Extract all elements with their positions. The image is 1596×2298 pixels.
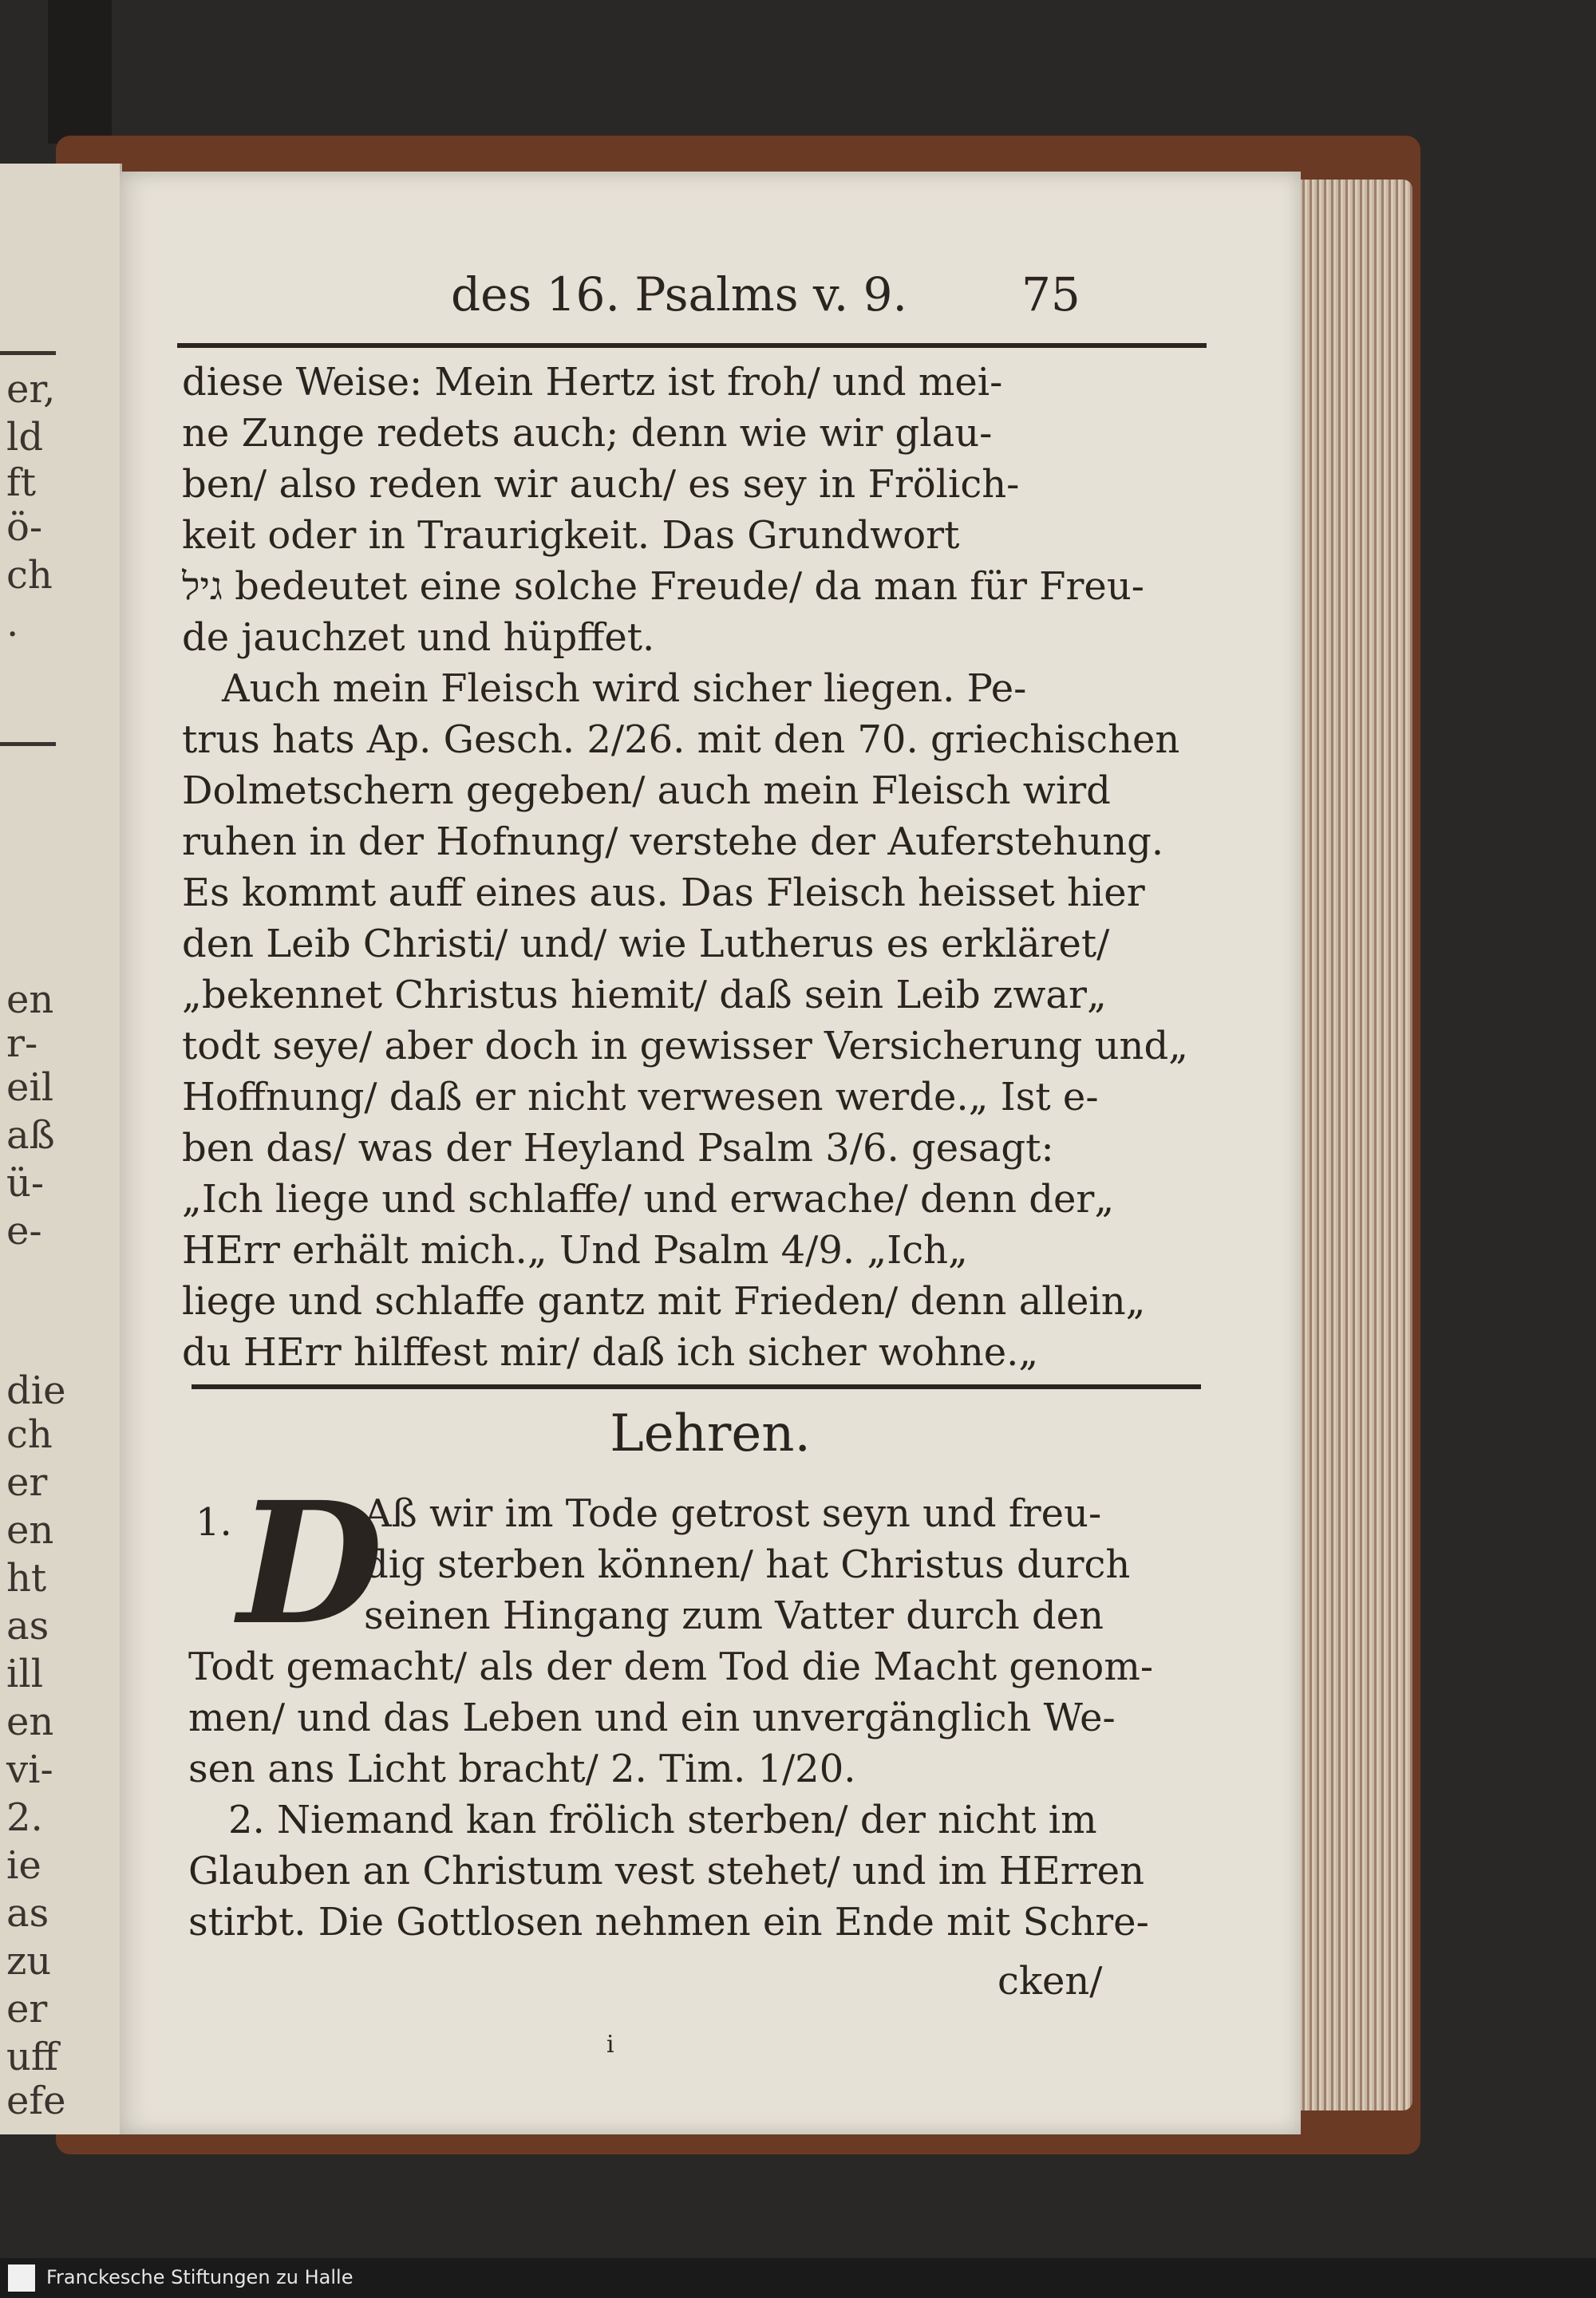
- institution-name: Franckesche Stiftungen zu Halle: [46, 2266, 354, 2288]
- body-line: todt seye/ aber doch in gewisser Versicherung und„: [182, 1024, 1189, 1068]
- left-page-fragment: en: [6, 1700, 54, 1744]
- left-page-fragment: efe: [6, 2079, 66, 2123]
- left-page-fragment: e-: [6, 1209, 42, 1254]
- left-page: [0, 164, 122, 2134]
- left-page-fragment: ld: [6, 415, 44, 460]
- lehren-line: dig sterben können/ hat Christus durch: [364, 1542, 1131, 1587]
- left-page-fragment: er,: [6, 367, 56, 412]
- lehren-line: Glauben an Christum vest stehet/ und im HErren: [188, 1849, 1144, 1893]
- item-number: 1.: [196, 1500, 232, 1545]
- lehren-line: sen ans Licht bracht/ 2. Tim. 1/20.: [188, 1747, 856, 1791]
- left-page-fragment: 2.: [6, 1795, 43, 1840]
- page-number: 75: [1021, 267, 1080, 322]
- body-line: diese Weise: Mein Hertz ist froh/ und mei-: [182, 360, 1003, 405]
- body-line: „bekennet Christus hiemit/ daß sein Leib zwar„: [182, 973, 1107, 1017]
- left-page-fragment: ü-: [6, 1161, 45, 1206]
- left-page-fragment: en: [6, 1508, 54, 1553]
- book-spine: [48, 0, 112, 144]
- left-page-fragment: r-: [6, 1021, 38, 1066]
- left-page-fragment: ie: [6, 1843, 41, 1888]
- left-page-fragment: vi-: [6, 1747, 53, 1792]
- lehren-line: seinen Hingang zum Vatter durch den: [364, 1593, 1104, 1638]
- body-line: den Leib Christi/ und/ wie Lutherus es erkläret/: [182, 922, 1110, 966]
- left-page-fragment: ch: [6, 1412, 53, 1457]
- left-page-fragment: aß: [6, 1113, 55, 1158]
- body-line: Auch mein Fleisch wird sicher liegen. Pe-: [222, 666, 1027, 711]
- left-page-fragment: en: [6, 977, 54, 1022]
- left-page-fragment: uff: [6, 2035, 59, 2079]
- body-line: HErr erhält mich.„ Und Psalm 4/9. „Ich„: [182, 1228, 968, 1273]
- institution-logo-icon: [8, 2264, 35, 2292]
- body-line: ne Zunge redets auch; denn wie wir glau-: [182, 411, 993, 456]
- running-head: des 16. Psalms v. 9.: [451, 267, 907, 322]
- body-line: liege und schlaffe gantz mit Frieden/ denn allein„: [182, 1279, 1146, 1324]
- body-line: „Ich liege und schlaffe/ und erwache/ denn der„: [182, 1177, 1115, 1222]
- body-line: Hoffnung/ daß er nicht verwesen werde.„ Ist e-: [182, 1075, 1099, 1119]
- left-rule-mid: [0, 742, 56, 746]
- left-page-fragment: ht: [6, 1556, 47, 1601]
- body-text: [182, 357, 1203, 1378]
- left-page-fragment: as: [6, 1891, 49, 1936]
- left-page-fragment: .: [6, 601, 19, 646]
- lehren-line: Todt gemacht/ als der dem Tod die Macht genom-: [188, 1645, 1154, 1689]
- left-page-fragment: ch: [6, 553, 53, 598]
- page-block-edge: [1293, 180, 1412, 2110]
- lehren-line: men/ und das Leben und ein unvergänglich We-: [188, 1696, 1116, 1740]
- body-line: de jauchzet und hüpffet.: [182, 615, 655, 660]
- lehren-line: stirbt. Die Gottlosen nehmen ein Ende mit Schre-: [188, 1900, 1149, 1945]
- body-line: keit oder in Traurigkeit. Das Grundwort: [182, 513, 960, 558]
- lehren-text: [188, 1488, 1226, 1948]
- body-line: גיל bedeutet eine solche Freude/ da man für Freu-: [182, 564, 1144, 609]
- body-line: ben/ also reden wir auch/ es sey in Frölich-: [182, 462, 1020, 507]
- lehren-line: 2. Niemand kan frölich sterben/ der nicht im: [228, 1798, 1097, 1842]
- left-page-fragment: die: [6, 1368, 66, 1413]
- section-rule: [192, 1384, 1201, 1389]
- signature-mark: i: [606, 2031, 614, 2059]
- left-page-fragment: ill: [6, 1652, 44, 1696]
- left-page-fragment: ö-: [6, 505, 43, 550]
- left-page-fragment: er: [6, 1987, 48, 2031]
- body-line: Dolmetschern gegeben/ auch mein Fleisch wird: [182, 768, 1111, 813]
- left-page-fragment: as: [6, 1604, 49, 1648]
- left-page-fragment: zu: [6, 1939, 52, 1984]
- left-page-fragment: eil: [6, 1065, 54, 1110]
- body-line: ruhen in der Hofnung/ verstehe der Auferstehung.: [182, 819, 1164, 864]
- catchword: cken/: [998, 1959, 1103, 2004]
- body-line: trus hats Ap. Gesch. 2/26. mit den 70. griechischen: [182, 717, 1180, 762]
- header-rule: [177, 343, 1207, 348]
- left-rule-top: [0, 351, 56, 355]
- section-heading: Lehren.: [610, 1404, 811, 1463]
- left-page-fragment: ft: [6, 460, 37, 505]
- right-page: [120, 172, 1301, 2134]
- left-page-fragment: er: [6, 1460, 48, 1505]
- lehren-line: Aß wir im Tode getrost seyn und freu-: [364, 1491, 1102, 1536]
- body-line: du HErr hilffest mir/ daß ich sicher wohne.„: [182, 1330, 1039, 1375]
- body-line: Es kommt auff eines aus. Das Fleisch heisset hier: [182, 871, 1145, 915]
- body-line: ben das/ was der Heyland Psalm 3/6. gesagt:: [182, 1126, 1054, 1171]
- drop-cap-letter: D: [238, 1465, 384, 1662]
- footer-bar: [0, 2258, 1596, 2298]
